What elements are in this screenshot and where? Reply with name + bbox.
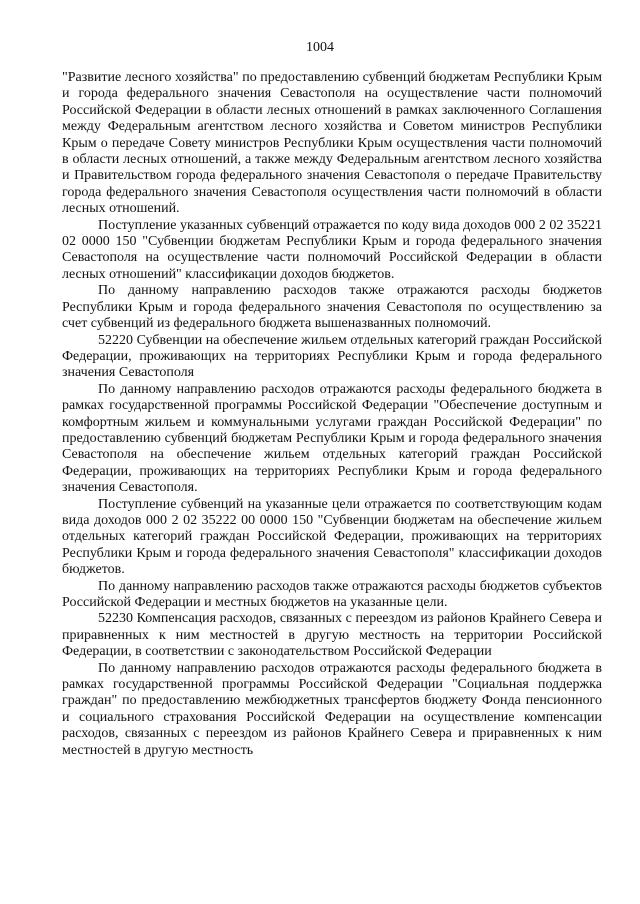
paragraph: По данному направлению расходов также отражаются расходы бюджетов субъектов Российской Федерации и местных бюджетов на указанные цели.	[62, 578, 602, 610]
paragraph: По данному направлению расходов отражаются расходы федерального бюджета в рамках государственной программы Российской Федерации "Социальная поддержка граждан" по предоставлению межбюджетных трансфертов бюджету Фонда пенсионного и социального страхования Российской Федерации на осуществление компенсации расходов, связанных с переездом из районов Крайнего Севера и приравненных к ним местностей в другую местность	[62, 660, 602, 758]
paragraph-heading: 52220 Субвенции на обеспечение жильем отдельных категорий граждан Российской Федерации, проживающих на территориях Республики Крым и города федерального значения Севастополя	[62, 332, 602, 381]
document-body	[62, 70, 602, 759]
paragraph: Поступление указанных субвенций отражается по коду вида доходов 000 2 02 35221 02 0000 150 "Субвенции бюджетам Республики Крым и города федерального значения Севастополя на осуществление части полномочий Российской Федерации в области лесных отношений" классификации доходов бюджетов.	[62, 217, 602, 282]
page-number: 1004	[306, 40, 334, 55]
paragraph: Поступление субвенций на указанные цели отражается по соответствующим кодам вида доходов 000 2 02 35222 00 0000 150 "Субвенции бюджетам на обеспечение жильем отдельных категорий граждан Российской Федерации, проживающих на территориях Республики Крым и города федерального значения Севастополя" классификации доходов бюджетов.	[62, 496, 602, 578]
paragraph: "Развитие лесного хозяйства" по предоставлению субвенций бюджетам Республики Крым и города федерального значения Севастополя на осуществление части полномочий Российской Федерации в области лесных отношений в рамках заключенного Соглашения между Федеральным агентством лесного хозяйства и Советом министров Республики Крым о передаче Совету министров Республики Крым осуществления части полномочий в области лесных отношений, а также между Федеральным агентством лесного хозяйства и Правительством города федерального значения Севастополя о передаче Правительству города федерального значения Севастополя осуществления части полномочий в области лесных отношений.	[62, 70, 602, 217]
paragraph-heading: 52230 Компенсация расходов, связанных с переездом из районов Крайнего Севера и приравненных к ним местностей в другую местность на территории Российской Федерации, в соответствии с законодательством Российской Федерации	[62, 611, 602, 660]
paragraph: По данному направлению расходов отражаются расходы федерального бюджета в рамках государственной программы Российской Федерации "Обеспечение доступным и комфортным жильем и коммунальными услугами граждан Российской Федерации" по предоставлению субвенций бюджетам Республики Крым и города федерального значения Севастополя на обеспечение жильем отдельных категорий граждан Российской Федерации, проживающих на территориях Республики Крым и города федерального значения Севастополя.	[62, 381, 602, 496]
paragraph: По данному направлению расходов также отражаются расходы бюджетов Республики Крым и города федерального значения Севастополя по осуществлению за счет субвенций из федерального бюджета вышеназванных полномочий.	[62, 283, 602, 332]
